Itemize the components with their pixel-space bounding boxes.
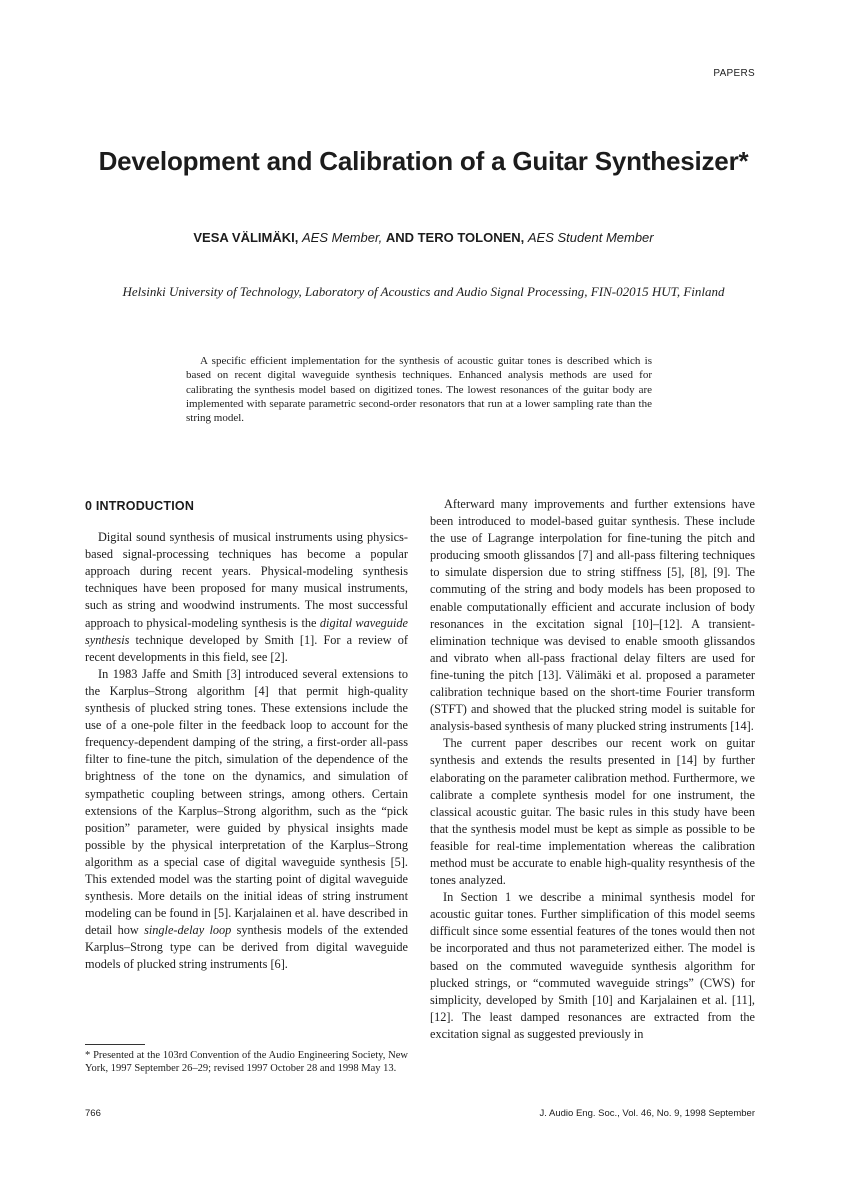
running-head: PAPERS bbox=[713, 68, 755, 79]
section-heading: 0 INTRODUCTION bbox=[85, 499, 195, 513]
left-column bbox=[85, 498, 408, 974]
emphasis: digital waveguide synthesis bbox=[85, 615, 408, 647]
author-conjunction: AND bbox=[385, 230, 414, 245]
author1-name: VESA VÄLIMÄKI, bbox=[193, 230, 299, 245]
footnote-rule bbox=[85, 1044, 145, 1045]
affiliation: Helsinki University of Technology, Laboratory of Acoustics and Audio Signal Processing, FIN-02015 HUT, Finland bbox=[122, 284, 725, 299]
paragraph: Digital sound synthesis of musical instruments using physics-based signal-processing techniques has become a popular approach during recent years. Physical-modeling synthesis techniques have been proposed for many musical instruments, such as string and woodwind instruments. The most successful approach to physical-modeling synthesis is the digital waveguide synthesis technique developed by Smith [1]. For a review of recent developments in this field, see [2]. bbox=[85, 530, 408, 664]
footnote-text: Presented at the 103rd Convention of the Audio Engineering Society, New York, 1997 September 26–29; revised 1997 October 28 and 1998 May 13. bbox=[85, 1050, 409, 1074]
author2-role: AES Student Member bbox=[527, 230, 654, 245]
paper-title: Development and Calibration of a Guitar Synthesizer* bbox=[98, 146, 749, 176]
paragraph: In Section 1 we describe a minimal synthesis model for acoustic guitar tones. Further simplification of this model seems difficult since some essential features of the tones would then not be incorporated and thus not parameterized either. The model is based on the commuted waveguide synthesis algorithm for plucked strings, or “commuted waveguide strings” (CWS) for simplicity, developed by Smith [10] and Karjalainen et al. [11], [12]. The least damped resonances are extracted from the excitation signal as suggested previously in bbox=[430, 890, 755, 1041]
page-number: 766 bbox=[85, 1108, 101, 1119]
paragraph: The current paper describes our recent work on guitar synthesis and extends the results presented in [14] by further elaborating on the parameter calibration method. Furthermore, we calibrate a complete synthesis model for one instrument, the classical acoustic guitar. The basic rules in this study have been that the synthesis model must be kept as simple as possible to be feasible for real-time implementation whereas the calibration method must be accurate to enable high-quality resynthesis of the tones analyzed. bbox=[430, 736, 755, 888]
author2-name: TERO TOLONEN, bbox=[417, 230, 525, 245]
paragraph: Afterward many improvements and further extensions have been introduced to model-based guitar synthesis. These include the use of Lagrange interpolation for fine-tuning the pitch and producing smooth glissandos [7] and all-pass filtering techniques to simulate dispersion due to string stiffness [5], [8], [9]. The commuting of the string and body models has been proposed to enable computationally efficient and accurate inclusion of body resonances in the excitation signal [10]–[12]. A transient-elimination technique was devised to enable smooth glissandos and vibrato when all-pass fractional delay filters are used for fine-tuning the pitch [13]. Välimäki et al. proposed a parameter calibration technique based on the short-time Fourier transform (STFT) and showed that the plucked string model is suitable for analysis-based synthesis of many plucked string instruments [14]. bbox=[430, 497, 755, 734]
emphasis: single-delay loop bbox=[144, 923, 232, 938]
footnote bbox=[85, 1050, 408, 1075]
author-line bbox=[0, 230, 847, 245]
paragraph: In 1983 Jaffe and Smith [3] introduced several extensions to the Karplus–Strong algorithm [4] that permit high-quality synthesis of plucked string tones. These extensions include the use of a one-pole filter in the feedback loop to account for the frequency-dependent damping of the string, a first-order all-pass filter to fine-tune the pitch, simulation of the dependence of the brightness of the tone on the dynamics, and simulation of sympathetic coupling between strings, among others. Certain extensions of the Karplus–Strong algorithm, such as the “pick position” parameter, were guided by physical insights made possible by the physical interpretation of the Karplus–Strong algorithm as a special case of digital waveguide synthesis [5]. This extended model was the starting point of digital waveguide synthesis. More details on the initial ideas of string instrument modeling can be found in [5]. Karjalainen et al. have described in detail how single-delay loop synthesis models of the extended Karplus–Strong type can be derived from digital waveguide models of plucked string instruments [6]. bbox=[85, 666, 408, 972]
journal-citation: J. Audio Eng. Soc., Vol. 46, No. 9, 1998 September bbox=[539, 1108, 755, 1119]
right-column bbox=[430, 496, 755, 1043]
author1-role: AES Member, bbox=[301, 230, 383, 245]
footnote-marker: * bbox=[85, 1050, 91, 1061]
abstract: A specific efficient implementation for the synthesis of acoustic guitar tones is described which is based on recent digital waveguide synthesis techniques. Enhanced analysis methods are used for calibrating the synthesis model based on digitized tones. The lowest resonances of the guitar body are implemented with separate parametric second-order resonators that run at a lower sampling rate than the string model. bbox=[186, 355, 652, 425]
